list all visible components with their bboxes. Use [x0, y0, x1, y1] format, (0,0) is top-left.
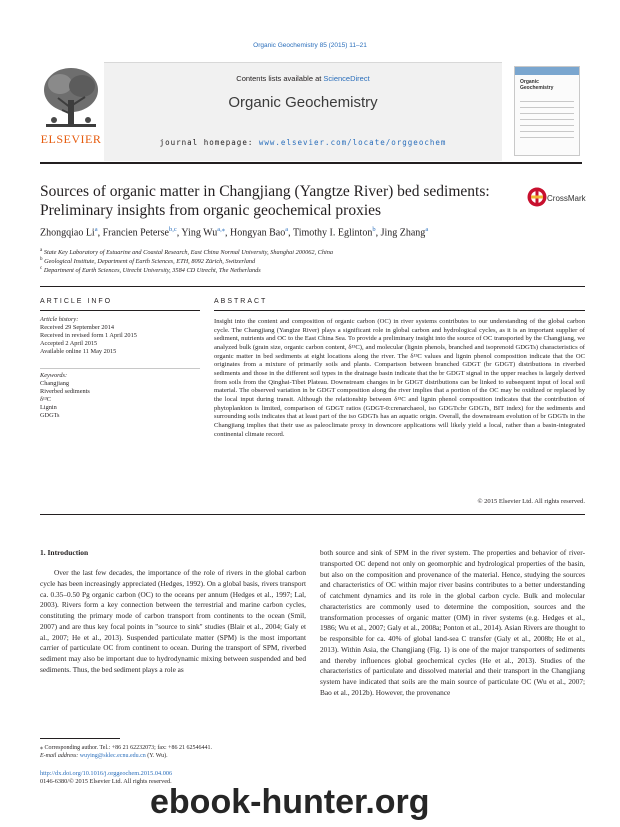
doi-link[interactable]: http://dx.doi.org/10.1016/j.orggeochem.2015.04.006 [40, 770, 173, 777]
history-item: Received 29 September 2014 [40, 324, 114, 332]
journal-citation[interactable]: Organic Geochemistry 85 (2015) 11–21 [253, 42, 367, 49]
crossmark-label[interactable]: CrossMark [547, 194, 586, 203]
keyword: δ¹³C [40, 396, 51, 404]
history-item: Accepted 2 April 2015 [40, 340, 98, 348]
cover-line [520, 131, 574, 132]
homepage-link[interactable]: www.elsevier.com/locate/orggeochem [258, 138, 447, 147]
journal-name: Organic Geochemistry [228, 94, 378, 111]
issn-line: 0146-6380/© 2015 Elsevier Ltd. All rights reserved. [40, 778, 172, 785]
author-separator: , [375, 227, 381, 239]
header-rule [40, 162, 582, 164]
affiliation-b: $^b$ Geological Institute, Department of Earth Sciences, ETH, 8092 Zürich, Switzerland [40, 257, 256, 266]
body-column-left [40, 568, 306, 676]
author-affiliation-marker[interactable]: b [372, 226, 376, 233]
footnote [40, 744, 310, 760]
contents-prefix: Contents lists available at [236, 74, 324, 83]
divider [40, 368, 200, 369]
cover-line [520, 119, 574, 120]
article-history [40, 316, 200, 356]
cover-line [520, 101, 574, 102]
homepage-prefix: journal homepage: [159, 138, 259, 147]
author-name[interactable]: Ying Wu [181, 227, 218, 239]
article-title: Sources of organic matter in Changjiang (Yangtze River) bed sediments: Preliminary insights from organic geochemical proxies [40, 183, 490, 219]
body-paragraph: Over the last few decades, the importance of the role of rivers in the global carbon cycle has been increasingly appreciated (Hedges, 1992). On a global basis, rivers transport ca. 0.35–0.50 Pg organic carbon (OC) to the oceans per annum (Hedges et al., 1997; Lal, 2003). Rivers form a key connection between the terrestrial and marine carbon cycles, constituting the primary mode of carbon transport from continents to the ocean (Smil, 2007) and are thus key focal points in "source to sink" studies (Blair et al., 2004; Galy et al., 2007; He et al., 2013). Suspended particulate matter (SPM) is the most important carrier of particulate OC from continent to ocean. During the transport of SPM, riverbed sediment may also be important due to hydrodynamic mixing between suspended and bed sediments. Thus, the bed sediment plays a role as [40, 568, 306, 674]
cover-line [520, 113, 574, 114]
contents-line [104, 74, 502, 83]
affiliation-a: $^a$ State Key Laboratory of Estuarine and Coastal Research, East China Normal University, Shanghai 200062, China [40, 248, 334, 257]
watermark [150, 782, 620, 822]
body-column-right [320, 548, 585, 699]
keyword: Lignin [40, 404, 57, 412]
abstract-text: Insight into the content and composition of organic carbon (OC) in river systems contributes to our understanding of the global carbon cycle. The Changjiang (Yangtze River) plays a significant role in global carbon and hydrological cycles, as it is an important supplier of sediment, nutrients and OC to the East China Sea. To provide a preliminary insight into the source of OC transported by the Changjiang, we analyzed bulk (grain size, organic carbon content, δ¹³C), and molecular (lignin phenols, branched and isoprenoid GDGTs) characteristics of organic matter in bed sediments at eight locations along the river. The δ¹³C values and lignin phenol composition indicate that the OC originates from a mixture of primarily soils and plants. Comparison between branched GDGT (br GDGT) distributions in riverbed sediments and those in the different soil types in the drainage basin indicate that the br GDGT signal in the upper reaches is largely derived from soils from the Qinghai-Tibet Plateau. Downstream changes in br GDGT distributions can be linked to subsequent input of local soil material. The observed variation in br GDGT composition along the river implies that a portion of the OC may be oxidized or replaced by the local input during transit. Although the relationship between δ¹³C and lignin phenol composition indicates that the contribution of phytoplankton is limited, comparison of GDGT ratios (GDGT-0:crenarchaeol, iso GDGTs:br GDGTs, BIT index) for the sediments and surrounding soils indicates that at least part of the iso GDGTs has an aquatic origin. Overall, the downstream evolution of br GDGTs in the Changjiang implies that their use as paleoclimate proxy in downcore applications will likely yield a local, rather than a basin-integrated continental climate record. [214, 318, 585, 438]
author-name[interactable]: Francien Peterse [102, 227, 169, 239]
author-separator: , [224, 227, 230, 239]
divider [40, 514, 585, 515]
divider [214, 310, 585, 311]
author-affiliation-marker[interactable]: b,c [168, 226, 177, 233]
introduction-heading: 1. Introduction [40, 548, 89, 557]
divider [40, 286, 585, 287]
keyword: Changjiang [40, 380, 70, 388]
cover-title: Organic Geochemistry [520, 79, 554, 91]
author-name[interactable]: Timothy I. Eglinton [292, 227, 373, 239]
cover-top-bar [515, 67, 579, 75]
abstract-copyright: © 2015 Elsevier Ltd. All rights reserved. [477, 498, 585, 505]
author-affiliation-marker[interactable]: a [94, 226, 98, 233]
journal-homepage [104, 138, 502, 147]
email-line [40, 752, 310, 760]
email-link[interactable]: wuying@sklec.ecnu.edu.cn [79, 753, 146, 759]
author-separator: , [97, 227, 103, 239]
elsevier-wordmark: ELSEVIER [40, 132, 102, 146]
cover-line [520, 107, 574, 108]
author-name[interactable]: Jing Zhang [380, 227, 426, 239]
keywords [40, 372, 200, 421]
cover-line [520, 125, 574, 126]
keywords-label: Keywords: [40, 372, 68, 379]
author-list [40, 225, 585, 238]
keyword: Riverbed sediments [40, 388, 90, 396]
abstract-heading: ABSTRACT [214, 298, 268, 305]
author-affiliation-marker[interactable]: a,⁎ [217, 226, 225, 233]
watermark-text: ebook-hunter.org [150, 783, 430, 821]
affiliation-c: $^c$ Department of Earth Sciences, Utrecht University, 3584 CD Utrecht, The Netherlands [40, 266, 261, 275]
email-label: E-mail address: [40, 753, 80, 759]
cover-line [520, 137, 574, 138]
author-affiliation-marker[interactable]: a [285, 226, 289, 233]
keyword: GDGTs [40, 412, 60, 420]
journal-cover-thumbnail[interactable] [514, 66, 580, 156]
author-separator: , [288, 227, 293, 239]
history-item: Available online 11 May 2015 [40, 348, 117, 356]
author-affiliation-marker[interactable]: a [425, 226, 429, 233]
history-label: Article history: [40, 316, 79, 323]
sciencedirect-link[interactable]: ScienceDirect [323, 74, 370, 83]
author-name[interactable]: Hongyan Bao [229, 227, 286, 239]
email-suffix: (Y. Wu). [145, 753, 168, 759]
body-paragraph: both source and sink of SPM in the river system. The properties and behavior of river-transported OC depend not only on geomorphic and hydrological properties of the basin, but also on the composition and provenance of the material. Hence, studying the sources and characteristics of OC within major river basins contributes to a better understanding of catchment dynamics and its role in the global carbon cycle. Bulk and molecular characteristics are commonly used to determine the composition, sources and the transformation processes of organic matter (OM) in river systems (e.g. Hedges et al., 1986; Wu et al., 2007; Galy et al., 2008a; Ponton et al., 2014). Asian Rivers are thought to be responsible for ca. 40% of global land-sea C transfer (Galy et al., 2008b; He et al., 2013). Within Asia, the Changjiang (Fig. 1) is one of the major transporters of sediments and thereby influences global geochemical cycles (He et al., 2013). Studies of the characteristics of particulate and dissolved material and their transport in the Changjiang system have indicated that soils are the main source of particulate OC (Wu et al., 2007; Bao et al., 2012b). However, the provenance [320, 548, 585, 697]
history-item: Received in revised form 1 April 2015 [40, 332, 137, 340]
corresponding-author: ⁎ Corresponding author. Tel.: +86 21 62232073; fax: +86 21 62546441. [40, 745, 213, 751]
footnote-rule [40, 738, 120, 739]
divider [40, 310, 200, 311]
article-info-heading: ARTICLE INFO [40, 298, 113, 305]
author-separator: , [176, 227, 182, 239]
author-name[interactable]: Zhongqiao Li [40, 227, 95, 239]
